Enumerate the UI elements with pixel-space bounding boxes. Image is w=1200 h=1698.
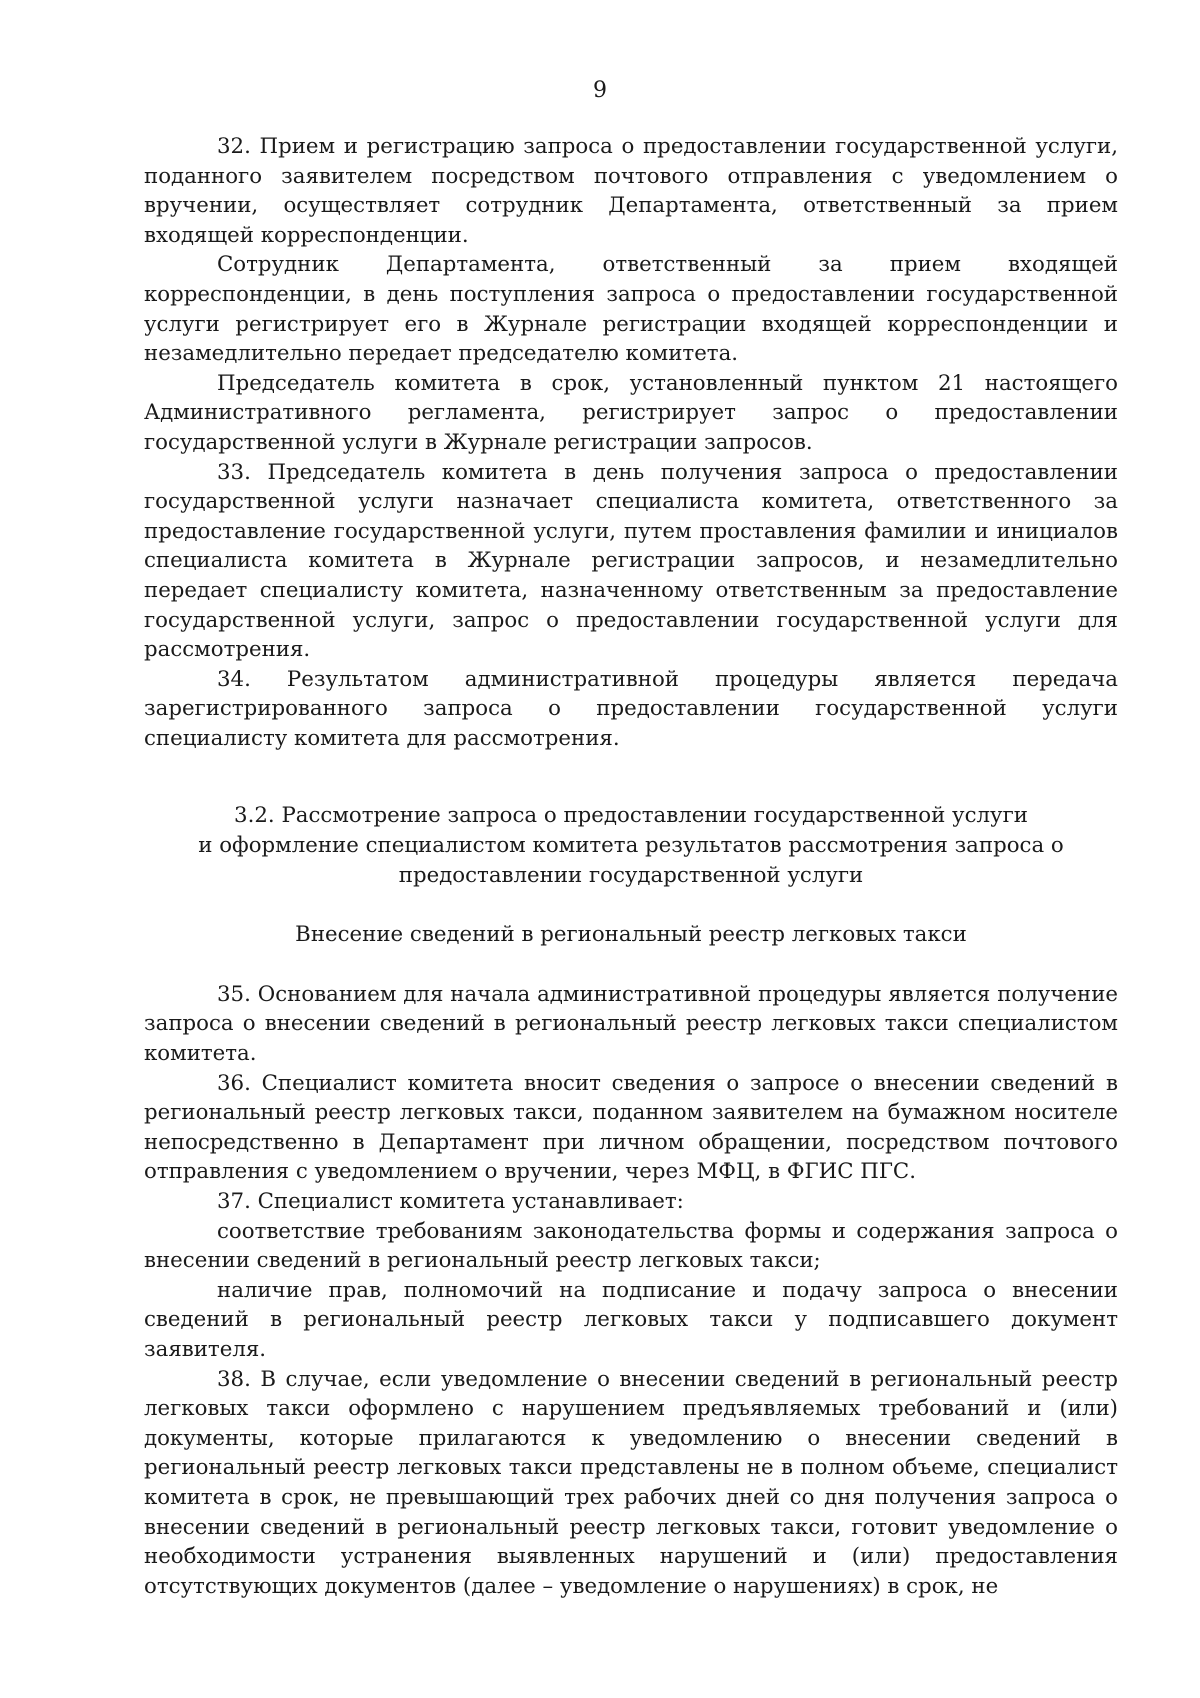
page-number: 9	[593, 78, 607, 103]
paragraph-38: 38. В случае, если уведомление о внесении сведений в региональный реестр легковых такси оформлено с нарушением предъявляемых требований и (или) документы, которые прилагаются к уведомлению о внесении сведений в региональный реестр легковых такси представлены не в полном объеме, специалист комитета в срок, не превышающий трех рабочих дней со дня получения запроса о внесении сведений в региональный реестр легковых такси, готовит уведомление о необходимости устранения выявленных нарушений и (или) предоставления отсутствующих документов (далее – уведомление о нарушениях) в срок, не	[144, 1366, 1118, 1599]
paragraph-32-employee: Сотрудник Департамента, ответственный за прием входящей корреспонденции, в день поступления запроса о предоставлении государственной услуги регистрирует его в Журнале регистрации входящей корреспонденции и незамедлительно передает председателю комитета.	[144, 252, 1118, 367]
document-body	[144, 132, 1118, 1601]
spacer	[144, 890, 1118, 920]
paragraph-32-chairman: Председатель комитета в срок, установленный пунктом 21 настоящего Административного регламента, регистрирует запрос о предоставлении государственной услуги в Журнале регистрации запросов.	[144, 370, 1118, 455]
paragraph-32: 32. Прием и регистрацию запроса о предоставлении государственной услуги, поданного заявителем посредством почтового отправления с уведомлением о вручении, осуществляет сотрудник Департамента, ответственный за прием входящей корреспонденции.	[144, 134, 1118, 248]
paragraph-33: 33. Председатель комитета в день получения запроса о предоставлении государственной услуги назначает специалиста комитета, ответственного за предоставление государственной услуги, путем проставления фамилии и инициалов специалиста комитета в Журнале регистрации запросов, и незамедлительно передает специалисту комитета, назначенному ответственным за предоставление государственной услуги, запрос о предоставлении государственной услуги для рассмотрения.	[144, 459, 1118, 663]
spacer	[144, 753, 1118, 801]
spacer	[144, 950, 1118, 980]
paragraph-34: 34. Результатом административной процедуры является передача зарегистрированного запроса о предоставлении государственной услуги специалисту комитета для рассмотрения.	[144, 666, 1118, 751]
section-heading-line: 3.2. Рассмотрение запроса о предоставлении государственной услуги	[234, 803, 1028, 829]
paragraph-37-item-1: соответствие требованиям законодательства формы и содержания запроса о внесении сведений в региональный реестр легковых такси;	[144, 1218, 1118, 1274]
paragraph-35: 35. Основанием для начала административной процедуры является получение запроса о внесении сведений в региональный реестр легковых такси специалистом комитета.	[144, 981, 1118, 1067]
paragraph-37-item-2: наличие прав, полномочий на подписание и подачу запроса о внесении сведений в региональный реестр легковых такси у подписавшего документ заявителя.	[144, 1277, 1118, 1362]
section-heading-line: предоставлении государственной услуги	[398, 862, 864, 888]
paragraph-36: 36. Специалист комитета вносит сведения о запросе о внесении сведений в региональный реестр легковых такси, поданном заявителем на бумажном носителе непосредственно в Департамент при личном обращении, посредством почтового отправления с уведомлением о вручении, через МФЦ, в ФГИС ПГС.	[144, 1070, 1118, 1185]
section-heading-line: и оформление специалистом комитета результатов рассмотрения запроса о	[198, 833, 1064, 859]
paragraph-37: 37. Специалист комитета устанавливает:	[217, 1189, 684, 1214]
section-heading	[144, 801, 1118, 890]
subheading: Внесение сведений в региональный реестр легковых такси	[295, 922, 967, 948]
